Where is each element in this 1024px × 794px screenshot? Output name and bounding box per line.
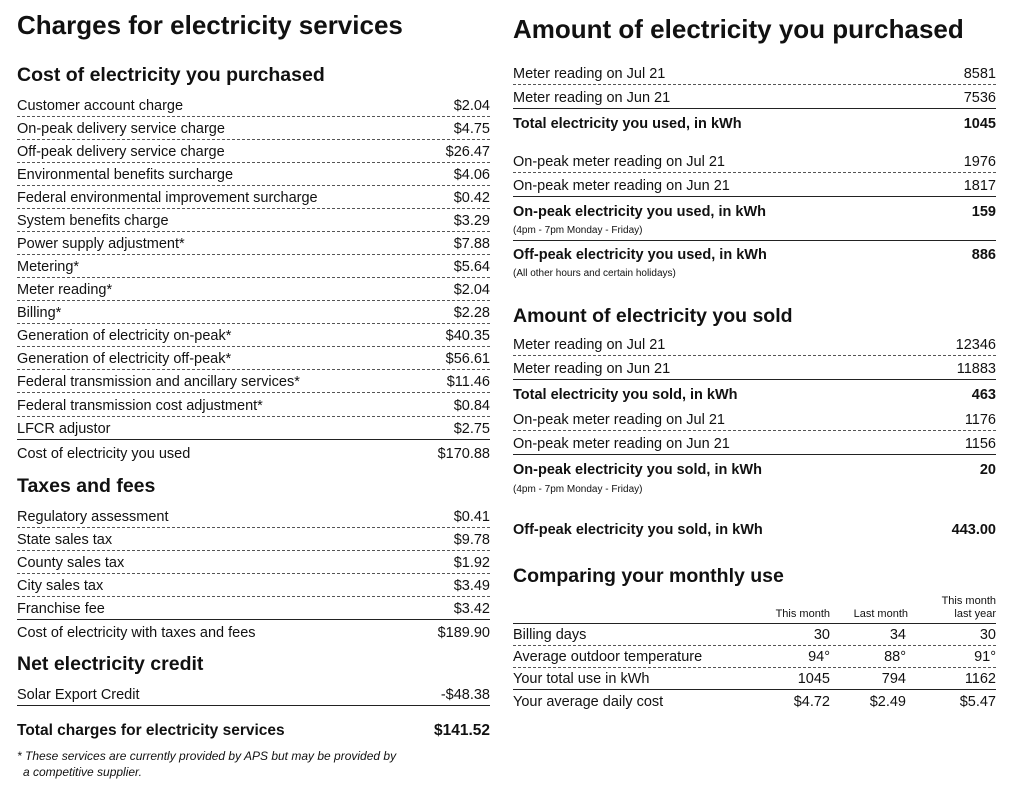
charge-row: Federal transmission cost adjustment* $0.84 <box>17 394 490 417</box>
meter-row: Meter reading on Jun 21 11883 <box>513 357 996 380</box>
comparison-heading: Comparing your monthly use <box>513 565 784 587</box>
charge-row: Power supply adjustment* $7.88 <box>17 232 490 255</box>
offpeak-used: Off-peak electricity you used, in kWh 886 <box>513 247 996 263</box>
onpeak-used: On-peak electricity you used, in kWh 159 <box>513 204 996 220</box>
meter-row: Meter reading on Jul 21 12346 <box>513 333 996 356</box>
tax-row: Franchise fee $3.42 <box>17 597 490 620</box>
charge-row: Federal transmission and ancillary services* $11.46 <box>17 370 490 393</box>
sold-heading: Amount of electricity you sold <box>513 305 793 327</box>
charge-row: Metering* $5.64 <box>17 255 490 278</box>
divider <box>513 240 996 241</box>
purchased-title: Amount of electricity you purchased <box>513 14 964 44</box>
purchased-total: Total electricity you used, in kWh 1045 <box>513 116 996 132</box>
sold-total: Total electricity you sold, in kWh 463 <box>513 387 996 403</box>
charge-row: System benefits charge $3.29 <box>17 209 490 232</box>
cost-purchased-heading: Cost of electricity you purchased <box>17 64 325 86</box>
meter-row: On-peak meter reading on Jun 21 1817 <box>513 174 996 197</box>
tax-row: City sales tax $3.49 <box>17 574 490 597</box>
tax-row: Regulatory assessment $0.41 <box>17 505 490 528</box>
tax-row: County sales tax $1.92 <box>17 551 490 574</box>
taxes-total: Cost of electricity with taxes and fees $189.90 <box>17 625 490 641</box>
credit-heading: Net electricity credit <box>17 653 204 675</box>
taxes-heading: Taxes and fees <box>17 475 156 497</box>
footnote: * These services are currently provided by APS but may be provided by a competitive supplier. <box>17 749 397 779</box>
comparison-row: Billing days 30 34 30 <box>513 624 996 646</box>
charges-title: Charges for electricity services <box>17 10 403 40</box>
charge-row: Generation of electricity on-peak* $40.35 <box>17 324 490 347</box>
col-last-year: This month last year <box>941 595 996 620</box>
charge-row: Federal environmental improvement surcharge $0.42 <box>17 186 490 209</box>
grand-total: Total charges for electricity services $141.52 <box>17 722 490 739</box>
onpeak-sold-note: (4pm - 7pm Monday - Friday) <box>513 484 643 495</box>
comparison-row: Average outdoor temperature 94° 88° 91° <box>513 646 996 668</box>
meter-row: On-peak meter reading on Jul 21 1176 <box>513 408 996 431</box>
charge-row: Meter reading* $2.04 <box>17 278 490 301</box>
meter-row: Meter reading on Jul 21 8581 <box>513 62 996 85</box>
credit-row: Solar Export Credit -$48.38 <box>17 683 490 706</box>
charge-row: Off-peak delivery service charge $26.47 <box>17 140 490 163</box>
charge-row: Billing* $2.28 <box>17 301 490 324</box>
comparison-row: Your total use in kWh 1045 794 1162 <box>513 668 996 690</box>
offpeak-sold: Off-peak electricity you sold, in kWh 443.00 <box>513 522 996 538</box>
charge-row: LFCR adjustor $2.75 <box>17 417 490 440</box>
meter-row: On-peak meter reading on Jul 21 1976 <box>513 150 996 173</box>
cost-used-total: Cost of electricity you used $170.88 <box>17 446 490 462</box>
charge-row: Generation of electricity off-peak* $56.61 <box>17 347 490 370</box>
charge-row: Customer account charge $2.04 <box>17 94 490 117</box>
onpeak-sold: On-peak electricity you sold, in kWh 20 <box>513 462 996 478</box>
comparison-row: Your average daily cost $4.72 $2.49 $5.47 <box>513 694 996 710</box>
col-this-month: This month <box>775 608 830 620</box>
offpeak-note: (All other hours and certain holidays) <box>513 268 676 279</box>
tax-row: State sales tax $9.78 <box>17 528 490 551</box>
meter-row: Meter reading on Jun 21 7536 <box>513 86 996 109</box>
charge-row: Environmental benefits surcharge $4.06 <box>17 163 490 186</box>
charge-row: On-peak delivery service charge $4.75 <box>17 117 490 140</box>
onpeak-note: (4pm - 7pm Monday - Friday) <box>513 225 643 236</box>
meter-row: On-peak meter reading on Jun 21 1156 <box>513 432 996 455</box>
col-last-month: Last month <box>853 608 908 620</box>
